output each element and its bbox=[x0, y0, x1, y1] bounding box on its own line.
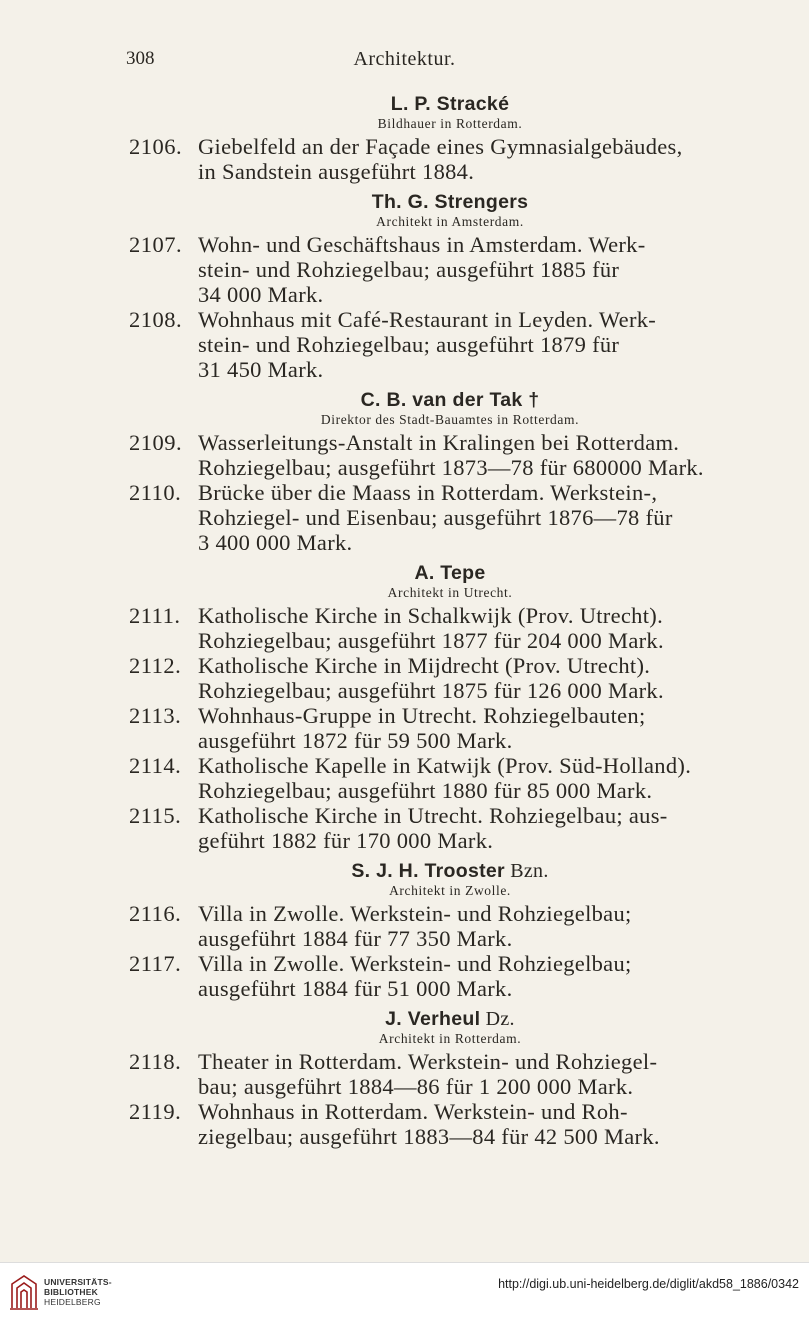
architect-role: Architekt in Zwolle. bbox=[389, 883, 511, 898]
architect-role: Architekt in Utrecht. bbox=[387, 585, 513, 600]
architect-heading bbox=[120, 1007, 780, 1047]
entry-number: 2114. bbox=[129, 753, 182, 778]
entry-number: 2115. bbox=[129, 803, 182, 828]
architect-role: Architekt in Amsterdam. bbox=[376, 214, 524, 229]
entry-text bbox=[198, 703, 780, 753]
entry-line: Katholische Kirche in Schalkwijk (Prov. Utrecht). bbox=[198, 603, 663, 628]
architect-heading bbox=[120, 561, 780, 601]
entry-line: ziegelbau; ausgeführt 1883—84 für 42 500 Mark. bbox=[198, 1124, 660, 1149]
viewer-footer bbox=[0, 1262, 809, 1322]
entry-text bbox=[198, 1049, 780, 1099]
entry-line: stein- und Rohziegelbau; ausgeführt 1879 für bbox=[198, 332, 620, 357]
catalogue-content bbox=[120, 92, 780, 1149]
architect-name-text: A. Tepe bbox=[414, 562, 486, 584]
entry-text bbox=[198, 653, 780, 703]
entry-text bbox=[198, 307, 780, 382]
entry-line: Katholische Kirche in Mijdrecht (Prov. Utrecht). bbox=[198, 653, 651, 678]
architect-role: Architekt in Rotterdam. bbox=[378, 1031, 522, 1046]
entry-text bbox=[198, 430, 780, 480]
catalogue-entry bbox=[120, 803, 780, 853]
architect-name bbox=[120, 859, 780, 883]
entry-line: Wohnhaus mit Café-Restaurant in Leyden. Werk- bbox=[198, 307, 657, 332]
architect-name bbox=[120, 1007, 780, 1031]
entry-line: ausgeführt 1884 für 77 350 Mark. bbox=[198, 926, 513, 951]
entry-line: in Sandstein ausgeführt 1884. bbox=[198, 159, 475, 184]
entry-text bbox=[198, 951, 780, 1001]
architect-name-text: L. P. Stracké bbox=[390, 93, 510, 115]
entry-line: Theater in Rotterdam. Werkstein- und Rohziegel- bbox=[198, 1049, 658, 1074]
catalogue-entry bbox=[120, 232, 780, 307]
entry-number: 2107. bbox=[129, 232, 183, 257]
architect-name bbox=[120, 561, 780, 585]
catalogue-entry bbox=[120, 307, 780, 382]
entry-line: Brücke über die Maass in Rotterdam. Werkstein-, bbox=[198, 480, 658, 505]
entry-line: Giebelfeld an der Façade eines Gymnasialgebäudes, bbox=[198, 134, 683, 159]
library-name-line: BIBLIOTHEK bbox=[44, 1287, 98, 1297]
entry-line: Katholische Kapelle in Katwijk (Prov. Süd-Holland). bbox=[198, 753, 692, 778]
architect-name-text: Th. G. Strengers bbox=[371, 191, 529, 213]
entry-line: Wohn- und Geschäftshaus in Amsterdam. Werk- bbox=[198, 232, 646, 257]
catalogue-entry bbox=[120, 603, 780, 653]
entry-line: 3 400 000 Mark. bbox=[198, 530, 353, 555]
architect-heading bbox=[120, 190, 780, 230]
entry-text bbox=[198, 603, 780, 653]
entry-line: Katholische Kirche in Utrecht. Rohziegelbau; aus- bbox=[198, 803, 668, 828]
architect-name-text: C. B. van der Tak † bbox=[360, 389, 540, 411]
entry-text bbox=[198, 1099, 780, 1149]
entry-line: geführt 1882 für 170 000 Mark. bbox=[198, 828, 494, 853]
library-name-line: UNIVERSITÄTS- bbox=[44, 1277, 112, 1287]
entry-line: bau; ausgeführt 1884—86 für 1 200 000 Mark. bbox=[198, 1074, 634, 1099]
entry-line: Rohziegelbau; ausgeführt 1873—78 für 680000 Mark. bbox=[198, 455, 704, 480]
architect-heading bbox=[120, 859, 780, 899]
entry-number: 2118. bbox=[129, 1049, 182, 1074]
entry-number: 2106. bbox=[129, 134, 183, 159]
catalogue-entry bbox=[120, 480, 780, 555]
architect-name bbox=[120, 92, 780, 116]
entry-number: 2119. bbox=[129, 1099, 182, 1124]
entry-text bbox=[198, 232, 780, 307]
architect-name-suffix: Bzn. bbox=[504, 860, 549, 882]
architect-heading bbox=[120, 388, 780, 428]
entry-line: Villa in Zwolle. Werkstein- und Rohziegelbau; bbox=[198, 901, 632, 926]
entry-text bbox=[198, 753, 780, 803]
architect-name bbox=[120, 190, 780, 214]
catalogue-entry bbox=[120, 901, 780, 951]
entry-line: Wasserleitungs-Anstalt in Kralingen bei Rotterdam. bbox=[198, 430, 680, 455]
catalogue-entry bbox=[120, 703, 780, 753]
entry-line: stein- und Rohziegelbau; ausgeführt 1885 für bbox=[198, 257, 620, 282]
entry-text bbox=[198, 134, 780, 184]
entry-number: 2117. bbox=[129, 951, 182, 976]
entry-text bbox=[198, 803, 780, 853]
entry-number: 2111. bbox=[129, 603, 181, 628]
catalogue-entry bbox=[120, 653, 780, 703]
catalogue-entry bbox=[120, 753, 780, 803]
architect-name-text: S. J. H. Trooster bbox=[351, 860, 505, 882]
entry-line: Rohziegelbau; ausgeführt 1880 für 85 000 Mark. bbox=[198, 778, 653, 803]
entry-line: Rohziegel- und Eisenbau; ausgeführt 1876—78 für bbox=[198, 505, 673, 530]
entry-text bbox=[198, 480, 780, 555]
library-name-line: HEIDELBERG bbox=[44, 1297, 101, 1307]
entry-number: 2109. bbox=[129, 430, 183, 455]
catalogue-entry bbox=[120, 1099, 780, 1149]
entry-line: Rohziegelbau; ausgeführt 1875 für 126 000 Mark. bbox=[198, 678, 664, 703]
entry-line: Villa in Zwolle. Werkstein- und Rohziegelbau; bbox=[198, 951, 632, 976]
architect-name-text: J. Verheul bbox=[385, 1008, 481, 1030]
catalogue-entry bbox=[120, 430, 780, 480]
architect-heading bbox=[120, 92, 780, 132]
entry-number: 2116. bbox=[129, 901, 182, 926]
entry-line: 34 000 Mark. bbox=[198, 282, 324, 307]
entry-number: 2108. bbox=[129, 307, 183, 332]
permalink-url[interactable]: http://digi.ub.uni-heidelberg.de/diglit/akd58_1886/0342 bbox=[498, 1277, 799, 1291]
entry-text bbox=[198, 901, 780, 951]
architect-role: Direktor des Stadt-Bauamtes in Rotterdam. bbox=[320, 412, 580, 427]
page-number: 308 bbox=[126, 48, 155, 69]
catalogue-entry bbox=[120, 134, 780, 184]
entry-number: 2113. bbox=[129, 703, 182, 728]
entry-line: 31 450 Mark. bbox=[198, 357, 324, 382]
catalogue-entry bbox=[120, 1049, 780, 1099]
entry-number: 2112. bbox=[129, 653, 182, 678]
running-title: Architektur. bbox=[353, 48, 456, 70]
architect-role: Bildhauer in Rotterdam. bbox=[377, 116, 523, 131]
catalogue-entry bbox=[120, 951, 780, 1001]
architect-name bbox=[120, 388, 780, 412]
library-logo-icon[interactable] bbox=[8, 1272, 40, 1312]
entry-line: Wohnhaus-Gruppe in Utrecht. Rohziegelbauten; bbox=[198, 703, 646, 728]
architect-name-suffix: Dz. bbox=[480, 1008, 515, 1030]
library-name bbox=[44, 1277, 112, 1307]
entry-number: 2110. bbox=[129, 480, 182, 505]
entry-line: Wohnhaus in Rotterdam. Werkstein- und Roh- bbox=[198, 1099, 628, 1124]
entry-line: ausgeführt 1872 für 59 500 Mark. bbox=[198, 728, 513, 753]
entry-line: Rohziegelbau; ausgeführt 1877 für 204 000 Mark. bbox=[198, 628, 664, 653]
entry-line: ausgeführt 1884 für 51 000 Mark. bbox=[198, 976, 513, 1001]
